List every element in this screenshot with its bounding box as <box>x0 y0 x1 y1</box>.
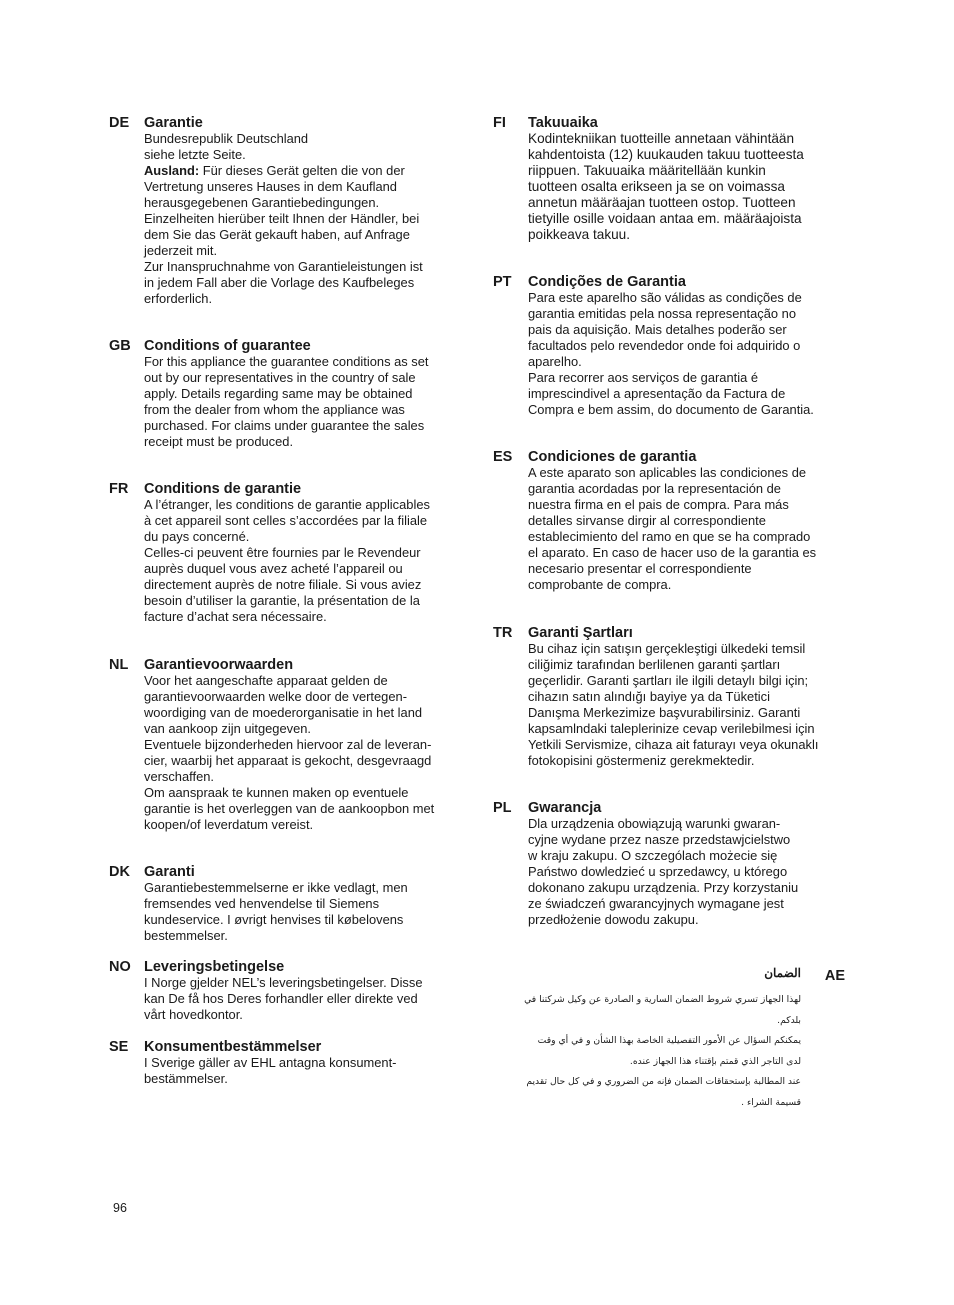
body-line: el aparato. En caso de hacer uso de la garantia es <box>528 544 817 560</box>
language-code: DK <box>109 864 130 880</box>
body-line: Zur Inanspruchnahme von Garantieleistungen ist <box>144 258 423 274</box>
body-line: Kodintekniikan tuotteille annetaan vähintään <box>528 131 795 146</box>
section-body <box>144 1055 469 1087</box>
body-line: Om aanspraak te kunnen maken op eventuele <box>144 784 409 800</box>
body-line: garantievoorwaarden welke door de vertegen- <box>144 688 407 704</box>
body-line: jederzeit mit. <box>144 242 218 258</box>
body-line: purchased. For claims under guarantee the sales <box>144 417 425 433</box>
body-line: verschaffen. <box>144 768 214 784</box>
section-body <box>528 816 853 928</box>
section-title: Garantievoorwaarden <box>144 657 294 673</box>
body-line: Państwo dowledzieć u sprzedawcy, u którego <box>528 863 788 879</box>
body-line: establecimiento del ramo en que se ha comprado <box>528 528 811 544</box>
body-line: out by our representatives in the country of sale <box>144 369 416 385</box>
body-line: auprès duquel vous avez acheté l’appareil ou <box>144 560 403 576</box>
body-line: Compra e bem assim, do documento de Garantia. <box>528 401 814 417</box>
body-line: receipt must be produced. <box>144 433 294 449</box>
section-title: Condiciones de garantia <box>528 449 697 465</box>
body-line: cihazın satın alındığı bayiye ya da Tüketici <box>528 688 770 704</box>
body-line: riippuen. Takuuaika määritellään kunkin <box>528 162 766 178</box>
language-code: PL <box>493 800 512 816</box>
body-line: cier, waarbij het apparaat is gekocht, desgevraagd <box>144 752 432 768</box>
body-line: dokonano zakupu urządzenia. Przy korzystaniu <box>528 879 799 895</box>
body-line: du pays concerné. <box>144 528 250 544</box>
section-title: Konsumentbestämmelser <box>144 1039 322 1055</box>
language-code: NL <box>109 657 129 673</box>
body-line: Bu cihaz için satışın gerçekleştigi ülkedeki temsil <box>528 641 806 656</box>
body-line: Yetkili Servismize, cihaza ait faturayı veya okunaklı <box>528 736 819 752</box>
body-line: عند المطالبة بإستحقاقات الضمان فإنه من الضروري و في كل حال تقديم <box>526 1076 801 1087</box>
section-title: Leveringsbetingelse <box>144 959 285 975</box>
body-line: Voor het aangeschafte apparaat gelden de <box>144 673 388 688</box>
section-title: Takuuaika <box>528 115 598 131</box>
body-line: facultados pelo revendedor onde foi adquirido o <box>528 337 801 353</box>
body-line: Bundesrepublik Deutschland <box>144 131 309 146</box>
body-line: à cet appareil sont celles s’accordées par la filiale <box>144 512 428 528</box>
body-line: kundeservice. I øvrigt henvises til købelovens <box>144 911 404 927</box>
body-line: fotokopisini göstermeniz gerekmektedir. <box>528 752 755 768</box>
body-line: Dla urządzenia obowiązują warunki gwaran- <box>528 816 781 831</box>
language-code: DE <box>109 115 130 131</box>
bold-label: Ausland: <box>144 162 200 178</box>
body-line: A este aparato son aplicables las condiciones de <box>528 465 807 480</box>
body-line: directement auprès de notre filiale. Si vous aviez <box>144 576 422 592</box>
body-line: ze świadczeń gwarancyjnych wymagane jest <box>528 895 784 911</box>
body-line: قسيمة الشراء . <box>741 1096 801 1108</box>
body-line: necesario presentar el correspondiente <box>528 560 752 576</box>
body-line: erforderlich. <box>144 290 213 306</box>
section-title: Gwarancja <box>528 800 602 816</box>
section-body <box>144 354 469 450</box>
section-body <box>528 290 853 418</box>
language-code: SE <box>109 1039 129 1055</box>
body-line: van aankoop zijn uitgegeven. <box>144 720 311 736</box>
section-title: الضمان <box>764 966 801 980</box>
body-line: بلدكم. <box>777 1014 801 1026</box>
section-body <box>528 131 853 243</box>
body-line: in jedem Fall aber die Vorlage des Kaufbeleges <box>144 274 415 290</box>
body-line: I Norge gjelder NEL’s leveringsbetingelser. Disse <box>144 975 423 990</box>
body-line: For this appliance the guarantee conditions as set <box>144 354 429 369</box>
body-line: woordiging van de moederorganisatie in het land <box>144 704 423 720</box>
body-line: kahdentoista (12) kuukauden takuu tuotteesta <box>528 146 804 162</box>
section-body <box>511 990 801 1113</box>
body-line: facture d’achat sera nécessaire. <box>144 608 327 624</box>
body-line: comprobante de compra. <box>528 576 672 592</box>
body-line: ciliğimiz tarafından berlilenen garanti şartları <box>528 656 781 672</box>
section-body <box>144 975 469 1023</box>
body-line: Einzelheiten hierüber teilt Ihnen der Händler, bei <box>144 210 420 226</box>
section-title: Conditions of guarantee <box>144 338 311 354</box>
language-code: FR <box>109 481 129 497</box>
body-line: Para recorrer aos serviços de garantia é <box>528 369 758 385</box>
section-body <box>144 673 469 833</box>
body-line <box>144 163 469 179</box>
body-line: imprescindivel a apresentação da Factura de <box>528 385 786 401</box>
section-title: Garantie <box>144 115 203 131</box>
body-line: A l’étranger, les conditions de garantie applicables <box>144 497 430 512</box>
language-code: FI <box>493 115 506 131</box>
body-line: koopen/of leverdatum vereist. <box>144 816 314 832</box>
section-title: Garanti <box>144 864 195 880</box>
body-line: dem Sie das Gerät gekauft haben, auf Anfrage <box>144 226 410 242</box>
body-line: bestämmelser. <box>144 1070 228 1086</box>
body-line: لدى التاجر الذي قمتم بإقتناء هذا الجهاز عنده. <box>629 1055 801 1067</box>
section-body <box>528 465 853 593</box>
language-code: ES <box>493 449 513 465</box>
body-line: لهذا الجهاز تسري شروط الضمان السارية و الصادرة عن وكيل شركتنا في <box>524 994 801 1005</box>
section-body <box>144 880 469 944</box>
body-line: nuestra firma en el pais de compra. Para más <box>528 496 789 512</box>
body-line: I Sverige gäller av EHL antagna konsument- <box>144 1055 397 1070</box>
body-line: Vertretung unseres Hauses in dem Kaufland <box>144 178 397 194</box>
body-line: vårt hovedkontor. <box>144 1006 243 1022</box>
body-line: apply. Details regarding same may be obtained <box>144 385 413 401</box>
language-code: GB <box>109 338 131 354</box>
body-line: Celles-ci peuvent être fournies par le Revendeur <box>144 544 421 560</box>
body-line: kapsamlndaki taleplerinize cevap verilebilmesi için <box>528 720 815 736</box>
body-line: from the dealer from whom the appliance was <box>144 401 405 417</box>
section-title: Garanti Şartları <box>528 625 633 641</box>
section-title: Conditions de garantie <box>144 481 302 497</box>
section-body <box>144 131 469 306</box>
body-line: يمكنكم السؤال عن الأمور التفصيلية الخاصة بهذا الشأن و في أي وقت <box>537 1035 801 1046</box>
body-line: kan De få hos Deres forhandler eller direkte ved <box>144 990 418 1006</box>
section-title: Condições de Garantia <box>528 274 686 290</box>
language-code: NO <box>109 959 131 975</box>
body-line: siehe letzte Seite. <box>144 146 246 162</box>
language-code: PT <box>493 274 512 290</box>
page-number: 96 <box>113 1201 127 1215</box>
body-line: Garantiebestemmelserne er ikke vedlagt, men <box>144 880 408 895</box>
section-body <box>144 497 469 625</box>
body-line: geçerlidir. Garanti şartları ile ilgili detaylı bilgi için; <box>528 672 809 688</box>
language-code: TR <box>493 625 513 641</box>
body-line: detalles sirvanse dirgir al correspondiente <box>528 512 766 528</box>
body-line: garantia acordadas por la representación de <box>528 480 781 496</box>
body-line: bestemmelser. <box>144 927 228 943</box>
body-line: Eventuele bijzonderheden hiervoor zal de leveran- <box>144 736 432 752</box>
body-line: garantia emitidas pela nossa representação no <box>528 305 797 321</box>
body-line: poikkeava takuu. <box>528 226 631 242</box>
body-line: Danışma Merkezimize başvurabilirsiniz. Garanti <box>528 704 801 720</box>
body-line: besoin d’utiliser la garantie, la présentation de la <box>144 592 420 608</box>
body-line: tietyille osille voidaan antaa em. määräajoista <box>528 210 802 226</box>
body-line: cyjne wydane przez nasze przedstawjcielstwo <box>528 831 791 847</box>
body-line: garantie is het overleggen van de aankoopbon met <box>144 800 435 816</box>
body-line: fremsendes ved henvendelse til Siemens <box>144 895 380 911</box>
body-line: w kraju zakupu. O szczególach możecie się <box>528 847 778 863</box>
body-line: pais da aquisição. Mais detalhes poderão ser <box>528 321 787 337</box>
section-body <box>528 641 853 769</box>
body-line: Para este aparelho são válidas as condições de <box>528 290 802 305</box>
body-line: przedłożenie dowodu zakupu. <box>528 911 699 927</box>
body-line: herausgegebenen Garantiebedingungen. <box>144 194 380 210</box>
language-code: AE <box>824 968 845 984</box>
body-line: annetun määräajan tuotteen ostop. Tuotteen <box>528 194 796 210</box>
body-line: aparelho. <box>528 353 582 369</box>
body-line: tuotteen osalta erikseen ja se on voimassa <box>528 178 785 194</box>
line-text: Für dieses Gerät gelten die von der <box>199 162 405 178</box>
